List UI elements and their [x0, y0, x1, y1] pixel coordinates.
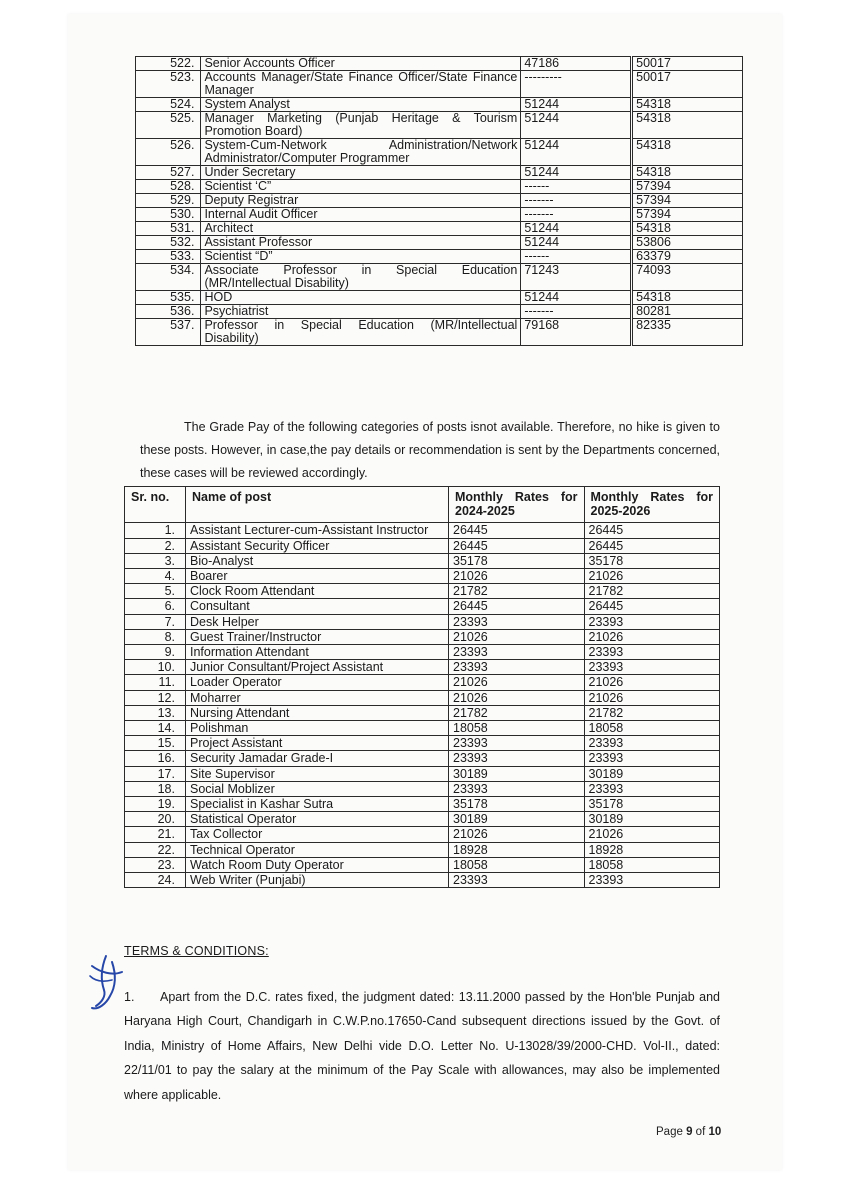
rate-revised: 74093 [633, 264, 743, 291]
table-header-row [125, 487, 720, 523]
rate-2025-2026: 23393 [584, 873, 720, 888]
rate-revised: 80281 [633, 305, 743, 319]
post-name: Specialist in Kashar Sutra [186, 797, 449, 812]
table-row [125, 629, 720, 644]
table-row [136, 98, 743, 112]
rate-2024-2025: 35178 [449, 553, 585, 568]
table-row [125, 766, 720, 781]
rate-current: ------- [521, 194, 631, 208]
post-name: Deputy Registrar [201, 194, 521, 208]
table-row [125, 538, 720, 553]
rate-current: 51244 [521, 166, 631, 180]
post-name: Under Secretary [201, 166, 521, 180]
table-row [125, 660, 720, 675]
rate-current: 51244 [521, 222, 631, 236]
rate-2024-2025: 23393 [449, 660, 585, 675]
rate-2025-2026: 21026 [584, 690, 720, 705]
post-name: Boarer [186, 569, 449, 584]
post-name: Nursing Attendant [186, 705, 449, 720]
page-current: 9 [686, 1126, 693, 1138]
rate-current: 51244 [521, 291, 631, 305]
post-name: Internal Audit Officer [201, 208, 521, 222]
post-name: Polishman [186, 721, 449, 736]
rate-2025-2026: 26445 [584, 599, 720, 614]
post-name: Desk Helper [186, 614, 449, 629]
table-row [136, 291, 743, 305]
header-rate-2024: Monthly Rates for 2024-2025 [449, 487, 585, 523]
serial-number: 527. [136, 166, 201, 180]
grade-pay-note: The Grade Pay of the following categories of posts isnot available. Therefore, no hike is given to these posts. However, in case,the pay details or recommendation is sent by the Departments concerned, these cases will be reviewed accordingly. [140, 419, 720, 480]
rate-2024-2025: 21026 [449, 675, 585, 690]
serial-number: 535. [136, 291, 201, 305]
rate-2024-2025: 18928 [449, 842, 585, 857]
post-name: System Analyst [201, 98, 521, 112]
rate-2025-2026: 23393 [584, 614, 720, 629]
rate-2024-2025: 35178 [449, 797, 585, 812]
serial-number: 12. [125, 690, 186, 705]
rate-current: 71243 [521, 264, 631, 291]
post-name: Clock Room Attendant [186, 584, 449, 599]
serial-number: 21. [125, 827, 186, 842]
post-name: Security Jamadar Grade-I [186, 751, 449, 766]
rate-2024-2025: 23393 [449, 781, 585, 796]
rate-2025-2026: 23393 [584, 645, 720, 660]
page-total: 10 [708, 1126, 722, 1138]
post-name: Moharrer [186, 690, 449, 705]
serial-number: 532. [136, 236, 201, 250]
rate-revised: 54318 [633, 166, 743, 180]
rate-current: 47186 [521, 57, 631, 71]
post-name: Project Assistant [186, 736, 449, 751]
table-row [125, 584, 720, 599]
table-row [136, 236, 743, 250]
serial-number: 17. [125, 766, 186, 781]
table-row [136, 319, 743, 346]
serial-number: 2. [125, 538, 186, 553]
rate-current: 51244 [521, 139, 631, 166]
table-row [125, 614, 720, 629]
serial-number: 7. [125, 614, 186, 629]
rate-revised: 57394 [633, 194, 743, 208]
serial-number: 524. [136, 98, 201, 112]
serial-number: 528. [136, 180, 201, 194]
post-name: Manager Marketing (Punjab Heritage & Tourism Promotion Board) [201, 112, 521, 139]
rate-revised: 54318 [633, 98, 743, 112]
rate-2024-2025: 23393 [449, 751, 585, 766]
rate-2024-2025: 23393 [449, 645, 585, 660]
rate-2024-2025: 21026 [449, 690, 585, 705]
table-row [136, 112, 743, 139]
table-row [136, 166, 743, 180]
post-name: Information Attendant [186, 645, 449, 660]
rate-2024-2025: 21026 [449, 569, 585, 584]
table-row [125, 797, 720, 812]
rate-2024-2025: 26445 [449, 599, 585, 614]
table-row [125, 751, 720, 766]
rate-current: ------- [521, 305, 631, 319]
rate-2024-2025: 21026 [449, 629, 585, 644]
serial-number: 536. [136, 305, 201, 319]
rate-2025-2026: 30189 [584, 812, 720, 827]
rate-2024-2025: 30189 [449, 766, 585, 781]
post-name: Psychiatrist [201, 305, 521, 319]
table-row [136, 71, 743, 98]
rate-2025-2026: 23393 [584, 660, 720, 675]
table-row [125, 873, 720, 888]
post-name: Tax Collector [186, 827, 449, 842]
table-row [136, 222, 743, 236]
rate-revised: 54318 [633, 291, 743, 305]
rate-current: 51244 [521, 112, 631, 139]
terms-item-text: Apart from the D.C. rates fixed, the judgment dated: 13.11.2000 passed by the Hon'ble Punjab and Haryana High Court, Chandigarh in C.W.P.no.17650-Cand subsequent directions issued by the Govt. of India, Ministry of Home Affairs, New Delhi vide D.O. Letter No. U-13028/39/2000-CHD. Vol-II., dated: 22/11/01 to pay the salary at the minimum of the Pay Scale with allowances, may also be implemented where applicable. [124, 989, 720, 1102]
table-row [136, 57, 743, 71]
rate-2025-2026: 35178 [584, 797, 720, 812]
table-row [125, 857, 720, 872]
post-name: Consultant [186, 599, 449, 614]
rate-2024-2025: 18058 [449, 857, 585, 872]
post-name: System-Cum-Network Administration/Network Administrator/Computer Programmer [201, 139, 521, 166]
terms-item-1 [124, 985, 720, 1108]
rate-2025-2026: 35178 [584, 553, 720, 568]
rate-revised: 54318 [633, 222, 743, 236]
rate-revised: 53806 [633, 236, 743, 250]
table-row [125, 690, 720, 705]
rate-2025-2026: 18058 [584, 721, 720, 736]
rate-current: 79168 [521, 319, 631, 346]
post-name: Architect [201, 222, 521, 236]
rate-2025-2026: 26445 [584, 523, 720, 538]
serial-number: 533. [136, 250, 201, 264]
serial-number: 531. [136, 222, 201, 236]
page-word: Page [656, 1126, 683, 1138]
rate-2025-2026: 30189 [584, 766, 720, 781]
rate-2024-2025: 23393 [449, 736, 585, 751]
serial-number: 1. [125, 523, 186, 538]
serial-number: 10. [125, 660, 186, 675]
table-row [125, 569, 720, 584]
post-name: Technical Operator [186, 842, 449, 857]
header-rate-2025: Monthly Rates for 2025-2026 [584, 487, 720, 523]
rate-revised: 54318 [633, 112, 743, 139]
post-name: Guest Trainer/Instructor [186, 629, 449, 644]
serial-number: 523. [136, 71, 201, 98]
rate-revised: 63379 [633, 250, 743, 264]
rate-2024-2025: 26445 [449, 538, 585, 553]
rate-revised: 57394 [633, 208, 743, 222]
header-name-of-post: Name of post [186, 487, 449, 523]
post-name: Senior Accounts Officer [201, 57, 521, 71]
rate-2025-2026: 21782 [584, 584, 720, 599]
rate-2025-2026: 21782 [584, 705, 720, 720]
rate-2024-2025: 21782 [449, 584, 585, 599]
rate-revised: 57394 [633, 180, 743, 194]
table-row [125, 599, 720, 614]
header-sr-no: Sr. no. [125, 487, 186, 523]
table-row [136, 208, 743, 222]
post-name: Accounts Manager/State Finance Officer/State Finance Manager [201, 71, 521, 98]
post-name: Assistant Professor [201, 236, 521, 250]
serial-number: 18. [125, 781, 186, 796]
rate-2024-2025: 21026 [449, 827, 585, 842]
rate-current: ------- [521, 208, 631, 222]
rate-current: 51244 [521, 98, 631, 112]
serial-number: 14. [125, 721, 186, 736]
serial-number: 534. [136, 264, 201, 291]
serial-number: 522. [136, 57, 201, 71]
serial-number: 3. [125, 553, 186, 568]
rate-revised: 50017 [633, 57, 743, 71]
rate-2025-2026: 18058 [584, 857, 720, 872]
post-name: Professor in Special Education (MR/Intellectual Disability) [201, 319, 521, 346]
post-name: HOD [201, 291, 521, 305]
table-row [125, 827, 720, 842]
table-row [125, 675, 720, 690]
rate-2024-2025: 23393 [449, 614, 585, 629]
post-name: Assistant Lecturer-cum-Assistant Instructor [186, 523, 449, 538]
table-row [125, 705, 720, 720]
serial-number: 537. [136, 319, 201, 346]
table-row [136, 139, 743, 166]
table-row [136, 250, 743, 264]
table-row [125, 842, 720, 857]
of-word: of [695, 1126, 706, 1138]
rate-revised: 54318 [633, 139, 743, 166]
rate-2025-2026: 23393 [584, 736, 720, 751]
post-name: Scientist ‘C” [201, 180, 521, 194]
serial-number: 15. [125, 736, 186, 751]
serial-number: 20. [125, 812, 186, 827]
serial-number: 22. [125, 842, 186, 857]
rate-2024-2025: 18058 [449, 721, 585, 736]
post-name: Associate Professor in Special Education (MR/Intellectual Disability) [201, 264, 521, 291]
rate-2025-2026: 21026 [584, 569, 720, 584]
rate-2025-2026: 21026 [584, 675, 720, 690]
rate-current: ------ [521, 180, 631, 194]
rate-2025-2026: 26445 [584, 538, 720, 553]
table-row [136, 264, 743, 291]
post-name: Site Supervisor [186, 766, 449, 781]
post-name: Loader Operator [186, 675, 449, 690]
rate-current: --------- [521, 71, 631, 98]
serial-number: 13. [125, 705, 186, 720]
post-name: Assistant Security Officer [186, 538, 449, 553]
post-name: Social Moblizer [186, 781, 449, 796]
pay-rates-table-continued [135, 56, 743, 346]
rate-2024-2025: 26445 [449, 523, 585, 538]
rate-revised: 82335 [633, 319, 743, 346]
serial-number: 19. [125, 797, 186, 812]
serial-number: 23. [125, 857, 186, 872]
rate-revised: 50017 [633, 71, 743, 98]
serial-number: 24. [125, 873, 186, 888]
no-grade-pay-table-body [125, 523, 720, 888]
table-row [125, 645, 720, 660]
serial-number: 6. [125, 599, 186, 614]
table-row [136, 305, 743, 319]
terms-item-number: 1. [124, 989, 135, 1004]
rate-2024-2025: 30189 [449, 812, 585, 827]
rate-2024-2025: 21782 [449, 705, 585, 720]
serial-number: 8. [125, 629, 186, 644]
post-name: Junior Consultant/Project Assistant [186, 660, 449, 675]
post-name: Bio-Analyst [186, 553, 449, 568]
serial-number: 11. [125, 675, 186, 690]
table-row [125, 523, 720, 538]
page-number-footer [656, 1126, 721, 1138]
rate-2025-2026: 18928 [584, 842, 720, 857]
serial-number: 5. [125, 584, 186, 599]
pay-rates-table-body [136, 57, 743, 346]
rate-2025-2026: 21026 [584, 629, 720, 644]
post-name: Web Writer (Punjabi) [186, 873, 449, 888]
table-row [136, 180, 743, 194]
serial-number: 9. [125, 645, 186, 660]
rate-current: 51244 [521, 236, 631, 250]
table-row [125, 553, 720, 568]
post-name: Scientist “D” [201, 250, 521, 264]
rate-2025-2026: 23393 [584, 751, 720, 766]
rate-2025-2026: 23393 [584, 781, 720, 796]
serial-number: 4. [125, 569, 186, 584]
table-row [125, 721, 720, 736]
no-grade-pay-table [124, 486, 720, 888]
serial-number: 530. [136, 208, 201, 222]
post-name: Statistical Operator [186, 812, 449, 827]
rate-current: ------ [521, 250, 631, 264]
terms-heading: TERMS & CONDITIONS: [124, 944, 269, 958]
serial-number: 529. [136, 194, 201, 208]
serial-number: 16. [125, 751, 186, 766]
table-row [125, 812, 720, 827]
rate-2024-2025: 23393 [449, 873, 585, 888]
table-row [125, 781, 720, 796]
serial-number: 525. [136, 112, 201, 139]
table-row [136, 194, 743, 208]
post-name: Watch Room Duty Operator [186, 857, 449, 872]
table-row [125, 736, 720, 751]
rate-2025-2026: 21026 [584, 827, 720, 842]
serial-number: 526. [136, 139, 201, 166]
